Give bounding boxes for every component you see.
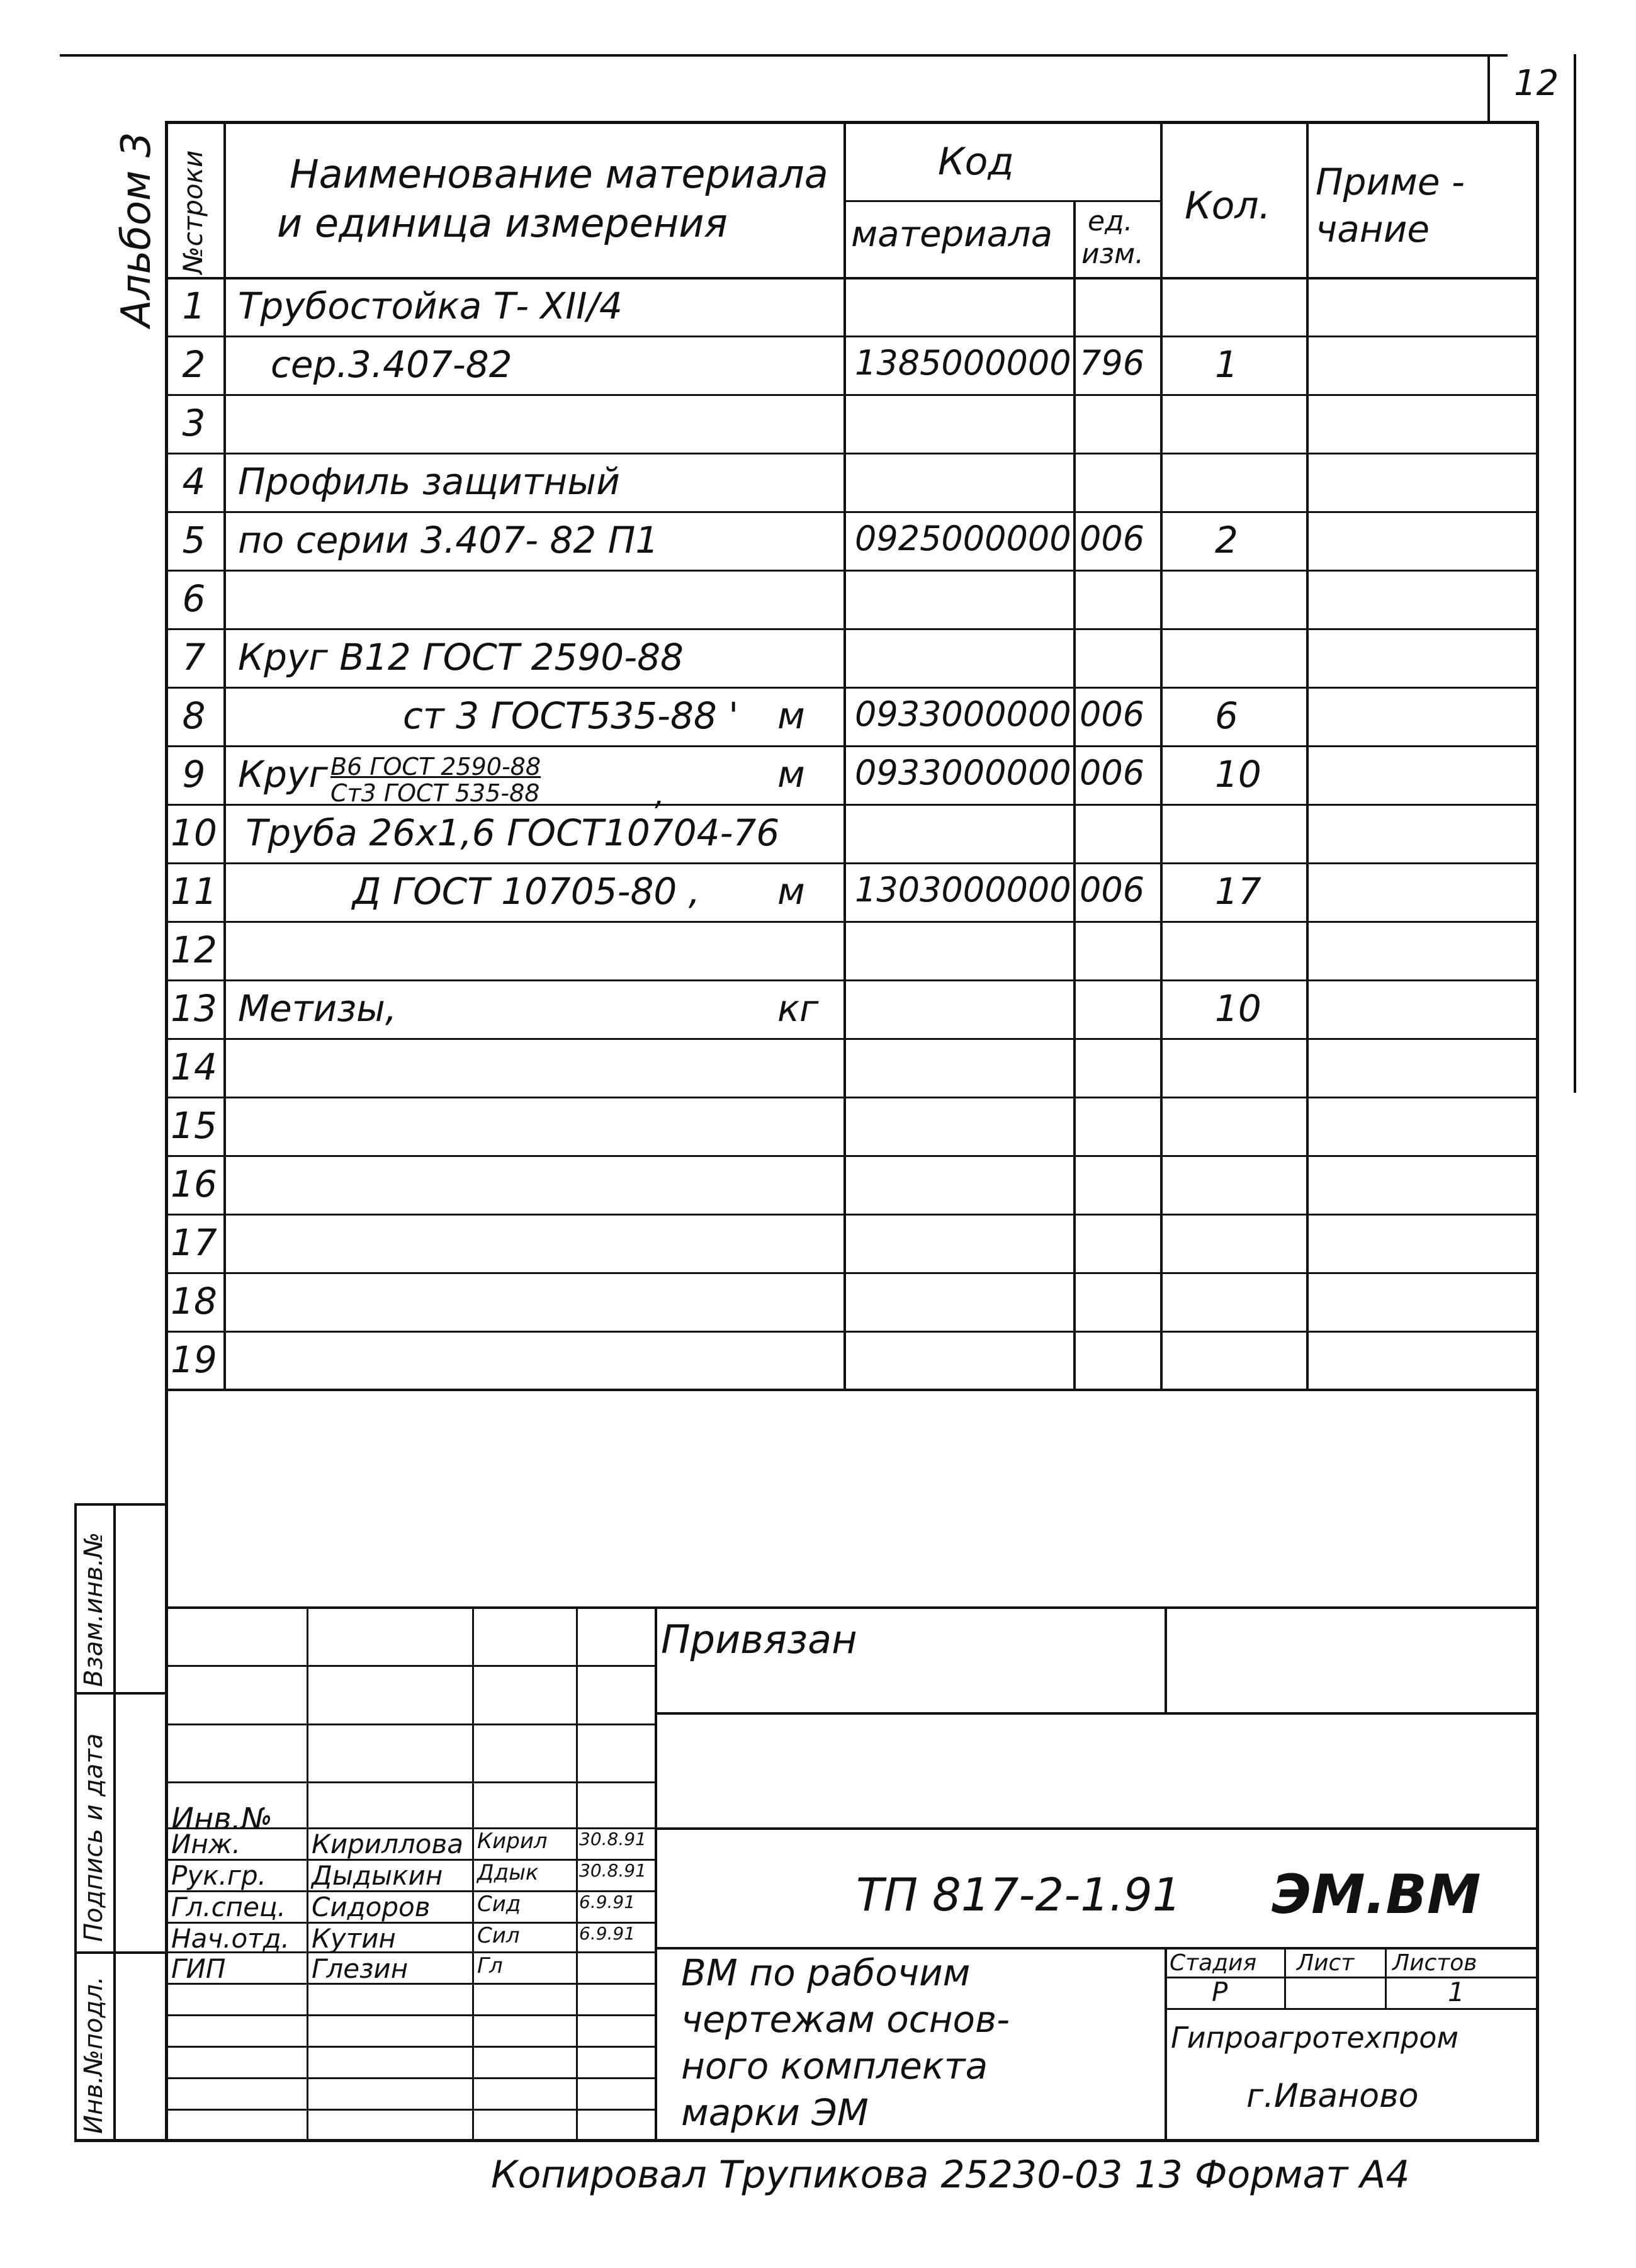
header-row-no: №строки bbox=[178, 150, 208, 274]
row-number: 6 bbox=[182, 577, 206, 620]
row-separator bbox=[165, 1214, 1537, 1216]
row-number: 2 bbox=[182, 343, 206, 386]
row-number: 8 bbox=[182, 694, 206, 737]
stamp-org-line1: Гипроагротехпром bbox=[1171, 2021, 1459, 2055]
row-separator bbox=[165, 336, 1537, 337]
row-number: 14 bbox=[171, 1046, 217, 1088]
row-unit-code: 006 bbox=[1080, 519, 1145, 558]
header-name-line1: Наименование материала bbox=[290, 151, 828, 197]
row-unit: м bbox=[777, 694, 805, 737]
stamp-sheets-label: Листов bbox=[1392, 1950, 1477, 1976]
row-number: 18 bbox=[171, 1280, 217, 1323]
row-separator bbox=[165, 628, 1537, 630]
row-number: 10 bbox=[171, 811, 217, 854]
row-name: Трубостойка Т- XII/4 bbox=[238, 285, 623, 327]
row-number: 17 bbox=[171, 1221, 217, 1264]
stamp-signature: Ддык bbox=[477, 1860, 539, 1885]
row-number: 9 bbox=[182, 753, 206, 796]
header-bottom-line bbox=[165, 277, 1537, 279]
stamp-title-line3: ного комплекта bbox=[681, 2045, 988, 2087]
stamp-stage-sep2 bbox=[1385, 1947, 1387, 2008]
row-material-code: 1303000000 bbox=[855, 870, 1071, 910]
page-number: 12 bbox=[1514, 63, 1559, 104]
row-qty: 17 bbox=[1215, 870, 1261, 913]
row-name: Круг bbox=[238, 753, 328, 796]
row-number: 16 bbox=[171, 1163, 217, 1205]
row-qty: 1 bbox=[1215, 343, 1238, 386]
side-strip-bottom bbox=[74, 2139, 1539, 2142]
stamp-signature: Кирил bbox=[477, 1829, 548, 1854]
top-border-line bbox=[60, 54, 1508, 57]
table-bottom-line bbox=[165, 1389, 1537, 1391]
stamp-sheet-label: Лист bbox=[1297, 1950, 1355, 1976]
stamp-date: 6.9.91 bbox=[579, 1923, 636, 1944]
stamp-col-privyazan-right bbox=[1165, 1606, 1167, 1713]
row-material-code: 0925000000 bbox=[855, 519, 1071, 558]
row-number: 19 bbox=[171, 1338, 217, 1381]
stamp-date: 30.8.91 bbox=[579, 1860, 646, 1881]
row-separator bbox=[165, 570, 1537, 572]
stamp-code-top bbox=[655, 1827, 1537, 1830]
side-label-vzam: Взам.инв.№ bbox=[79, 1532, 108, 1687]
footer-copy-note: Копировал Трупикова 25230-03 13 Формат А4 bbox=[491, 2153, 1410, 2197]
table-top-line bbox=[165, 121, 1537, 124]
stamp-role: Гл.спец. bbox=[171, 1892, 286, 1922]
stamp-date: 30.8.91 bbox=[579, 1829, 646, 1849]
stamp-title-line4: марки ЭМ bbox=[681, 2091, 869, 2134]
stamp-title-line2: чертежам основ- bbox=[681, 1998, 1010, 2041]
side-strip-mid bbox=[113, 1503, 116, 2141]
header-unit-line1: ед. bbox=[1088, 205, 1133, 237]
side-strip-left bbox=[74, 1503, 77, 2141]
album-label: Альбом 3 bbox=[113, 132, 160, 327]
row-separator bbox=[165, 453, 1537, 454]
stamp-stage-label: Стадия bbox=[1170, 1950, 1257, 1976]
side-strip-sep2 bbox=[74, 1951, 167, 1954]
row-name: Труба 26х1,6 ГОСТ10704-76 bbox=[245, 811, 780, 854]
stamp-col-sign bbox=[472, 1606, 474, 2140]
row-qty: 10 bbox=[1215, 987, 1261, 1030]
stamp-col-main bbox=[655, 1606, 657, 2140]
stamp-inv-no: Инв.№ bbox=[171, 1802, 273, 1837]
stamp-grid-line bbox=[165, 1606, 656, 1608]
header-note-line1: Приме - bbox=[1316, 161, 1465, 203]
header-code-split-line bbox=[843, 200, 1161, 202]
row-separator bbox=[165, 1331, 1537, 1333]
col-unitcode-line bbox=[1160, 121, 1163, 1389]
row9-fraction-suffix: , bbox=[655, 776, 665, 812]
row-unit-code: 006 bbox=[1080, 870, 1145, 910]
row-name: ст 3 ГОСТ535-88 ' bbox=[403, 694, 739, 737]
row-name: по серии 3.407- 82 П1 bbox=[238, 519, 659, 561]
row-number: 12 bbox=[171, 928, 217, 971]
stamp-person-name: Сидоров bbox=[312, 1892, 431, 1922]
row-material-code: 1385000000 bbox=[855, 343, 1071, 383]
row-name: сер.3.407-82 bbox=[271, 343, 512, 386]
row-material-code: 0933000000 bbox=[855, 694, 1071, 734]
row9-fraction-top: В6 ГОСТ 2590-88 bbox=[330, 753, 541, 781]
table-right-line bbox=[1536, 121, 1539, 2141]
row-number: 3 bbox=[182, 402, 206, 444]
row-qty: 2 bbox=[1215, 519, 1238, 561]
col-rownum-line bbox=[223, 121, 226, 1389]
stamp-title-top bbox=[655, 1947, 1537, 1949]
row-unit: кг bbox=[777, 987, 819, 1030]
header-qty: Кол. bbox=[1185, 184, 1271, 228]
row9-fraction-bottom: Ст3 ГОСТ 535-88 bbox=[330, 779, 540, 807]
stamp-title-line1: ВМ по рабочим bbox=[681, 1951, 971, 1994]
row-separator bbox=[165, 511, 1537, 513]
stamp-signature: Сил bbox=[477, 1923, 520, 1948]
side-label-inv-podl: Инв.№подл. bbox=[79, 1976, 108, 2134]
row-separator bbox=[165, 862, 1537, 864]
stamp-privyazan-bottom bbox=[655, 1712, 1537, 1715]
header-code: Код bbox=[938, 140, 1014, 184]
table-left-line bbox=[165, 121, 168, 2141]
stamp-role: Рук.гр. bbox=[171, 1860, 266, 1891]
stamp-role: ГИП bbox=[171, 1953, 226, 1984]
row-name: Метизы, bbox=[238, 987, 397, 1030]
stamp-signature: Гл bbox=[477, 1953, 503, 1978]
row-unit: м bbox=[777, 870, 805, 913]
page-number-box-left bbox=[1487, 54, 1490, 123]
stamp-grid-line bbox=[165, 2077, 656, 2079]
row-separator bbox=[165, 394, 1537, 396]
header-unit-line2: изм. bbox=[1081, 238, 1144, 270]
stamp-grid-line bbox=[165, 2046, 656, 2048]
stamp-person-name: Глезин bbox=[312, 1953, 409, 1984]
col-name-line bbox=[843, 121, 846, 1389]
row-separator bbox=[165, 1155, 1537, 1157]
row-unit-code: 006 bbox=[1080, 694, 1145, 734]
row-separator bbox=[165, 745, 1537, 747]
col-qty-line bbox=[1306, 121, 1309, 1389]
stamp-stage-sep1 bbox=[1284, 1947, 1286, 2008]
row-separator bbox=[165, 921, 1537, 923]
side-strip-top bbox=[74, 1503, 167, 1506]
row-number: 11 bbox=[171, 870, 217, 913]
stamp-mark: ЭМ.ВМ bbox=[1272, 1863, 1481, 1926]
row-unit-code: 006 bbox=[1080, 753, 1145, 793]
row-separator bbox=[165, 1272, 1537, 1274]
stamp-grid-line bbox=[165, 2109, 656, 2111]
row-separator bbox=[165, 687, 1537, 689]
header-note-line2: чание bbox=[1316, 208, 1430, 251]
header-name-line2: и единица измерения bbox=[277, 200, 728, 246]
row-separator bbox=[165, 1097, 1537, 1098]
stamp-person-name: Дыдыкин bbox=[312, 1860, 443, 1891]
stamp-grid-line bbox=[165, 2014, 656, 2016]
stamp-privyazan: Привязан bbox=[661, 1616, 857, 1662]
stamp-role: Нач.отд. bbox=[171, 1923, 290, 1954]
stamp-doc-code: ТП 817-2-1.91 bbox=[856, 1868, 1182, 1921]
header-code-material: материала bbox=[851, 214, 1053, 255]
row-name: Профиль защитный bbox=[238, 460, 620, 503]
row-separator bbox=[165, 979, 1537, 981]
stamp-grid-line bbox=[165, 1724, 656, 1725]
row-number: 5 bbox=[182, 519, 206, 561]
row-unit-code: 796 bbox=[1080, 343, 1145, 383]
stamp-date: 6.9.91 bbox=[579, 1892, 636, 1912]
stamp-sheets-value: 1 bbox=[1448, 1977, 1465, 2007]
stamp-role: Инж. bbox=[171, 1829, 241, 1859]
stamp-col-date bbox=[576, 1606, 578, 2140]
row-number: 13 bbox=[171, 987, 217, 1030]
stamp-col-name bbox=[307, 1606, 308, 2140]
stamp-person-name: Кутин bbox=[312, 1923, 396, 1954]
row-number: 15 bbox=[171, 1104, 217, 1147]
row-material-code: 0933000000 bbox=[855, 753, 1071, 793]
stamp-stage-value: Р bbox=[1212, 1977, 1228, 2007]
row-number: 7 bbox=[182, 636, 206, 679]
side-strip-sep1 bbox=[74, 1692, 167, 1695]
stamp-grid-line bbox=[165, 1781, 656, 1783]
row-qty: 10 bbox=[1215, 753, 1261, 796]
row-unit: м bbox=[777, 753, 805, 796]
side-label-sign-date: Подпись и дата bbox=[79, 1733, 108, 1942]
stamp-grid-line bbox=[165, 1665, 656, 1667]
stamp-org-line2: г.Иваново bbox=[1246, 2077, 1419, 2115]
row-qty: 6 bbox=[1215, 694, 1238, 737]
stamp-stage-values bbox=[1165, 2008, 1537, 2010]
right-margin-line bbox=[1574, 54, 1576, 1093]
stamp-signature: Сид bbox=[477, 1892, 521, 1917]
row-name: Круг В12 ГОСТ 2590-88 bbox=[238, 636, 684, 679]
row-number: 4 bbox=[182, 460, 206, 503]
stamp-grid-line bbox=[165, 1983, 656, 1985]
stamp-person-name: Кириллова bbox=[312, 1829, 463, 1859]
row-number: 1 bbox=[182, 285, 206, 327]
col-code-line bbox=[1073, 201, 1076, 1389]
row-separator bbox=[165, 1038, 1537, 1040]
row-name: Д ГОСТ 10705-80 , bbox=[353, 870, 701, 913]
